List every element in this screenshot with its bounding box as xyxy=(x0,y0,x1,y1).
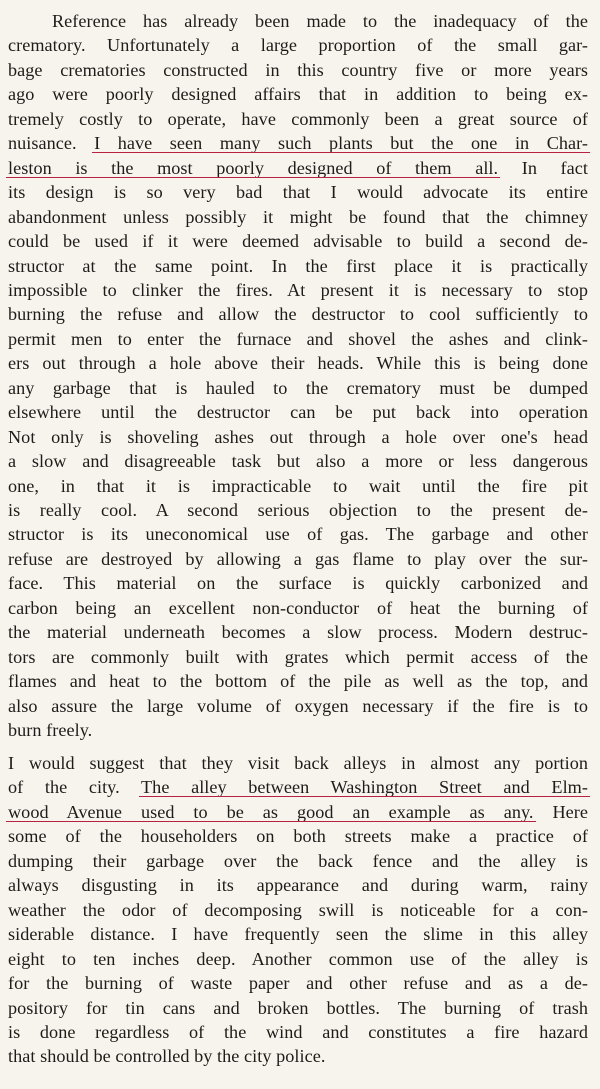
paragraph-2-line: always disgusting in its appearance and during warm, rainy xyxy=(8,875,588,895)
paragraph-2-line: some of the householders on both streets make a practice of xyxy=(8,826,588,846)
paragraph-1-line: any garbage that is hauled to the crematory must be dumped xyxy=(8,378,588,398)
paragraph-2-line: wood Avenue used to be as good an example as any. Here xyxy=(8,802,588,822)
paragraph-2-line: pository for tin cans and broken bottles. The burning of trash xyxy=(8,998,588,1018)
paragraph-1-line: abandonment unless possibly it might be found that the chimney xyxy=(8,207,588,227)
paragraph-1-line: the material underneath becomes a slow process. Modern destruc- xyxy=(8,622,588,642)
paragraph-1-line: Reference has already been made to the inadequacy of the xyxy=(52,11,588,31)
paragraph-1-line: nuisance. I have seen many such plants but the one in Char- xyxy=(8,133,588,153)
paragraph-2-line: is done regardless of the wind and constitutes a fire hazard xyxy=(8,1022,588,1042)
paragraph-1-line: carbon being an excellent non-conductor of heat the burning of xyxy=(8,598,588,618)
paragraph-1-line: tors are commonly built with grates which permit access of the xyxy=(8,647,588,667)
paragraph-2-line: siderable distance. I have frequently seen the slime in this alley xyxy=(8,924,588,944)
paragraph-1-line: face. This material on the surface is quickly carbonized and xyxy=(8,573,588,593)
highlight-underline xyxy=(6,821,536,822)
highlight-underline xyxy=(139,796,590,797)
paragraph-2-line: of the city. The alley between Washington Street and Elm- xyxy=(8,777,588,797)
paragraph-1-line: flames and heat to the bottom of the pile as well as the top, and xyxy=(8,671,588,691)
paragraph-2-line: I would suggest that they visit back alleys in almost any portion xyxy=(8,753,588,773)
paragraph-1-line: a slow and disagreeable task but also a more or less dangerous xyxy=(8,451,588,471)
paragraph-2-line: dumping their garbage over the back fence and the alley is xyxy=(8,851,588,871)
paragraph-1-line: could be used if it were deemed advisable to build a second de- xyxy=(8,231,588,251)
paragraph-2-line: for the burning of waste paper and other refuse and as a de- xyxy=(8,973,588,993)
paragraph-1-line: ers out through a hole above their heads. While this is being done xyxy=(8,353,588,373)
paragraph-1-line: tremely costly to operate, have commonly been a great source of xyxy=(8,109,588,129)
paragraph-1-line: bage crematories constructed in this country five or more years xyxy=(8,60,588,80)
paragraph-1-line: structor at the same point. In the first place it is practically xyxy=(8,256,588,276)
paragraph-1-line: structor is its uneconomical use of gas. The garbage and other xyxy=(8,524,588,544)
paragraph-2-line: that should be controlled by the city police. xyxy=(8,1046,326,1066)
paragraph-2-line: weather the odor of decomposing swill is noticeable for a con- xyxy=(8,900,588,920)
paragraph-1-line: also assure the large volume of oxygen necessary if the fire is to xyxy=(8,696,588,716)
paragraph-1-line: its design is so very bad that I would advocate its entire xyxy=(8,182,588,202)
highlight-underline xyxy=(6,177,500,178)
paragraph-1-line: refuse are destroyed by allowing a gas flame to play over the sur- xyxy=(8,549,588,569)
paragraph-1-line: burning the refuse and allow the destructor to cool sufficiently to xyxy=(8,304,588,324)
paragraph-1-line: elsewhere until the destructor can be put back into operation xyxy=(8,402,588,422)
highlight-underline xyxy=(92,152,590,153)
paragraph-1-line: permit men to enter the furnace and shovel the ashes and clink- xyxy=(8,329,588,349)
paragraph-1-line: ago were poorly designed affairs that in addition to being ex- xyxy=(8,84,588,104)
paragraph-1-line: one, in that it is impracticable to wait until the fire pit xyxy=(8,476,588,496)
paragraph-1-line: leston is the most poorly designed of them all. In fact xyxy=(8,158,588,178)
paragraph-2-line: eight to ten inches deep. Another common use of the alley is xyxy=(8,949,588,969)
paragraph-1-line: Not only is shoveling ashes out through a hole over one's head xyxy=(8,427,588,447)
paragraph-1-line: burn freely. xyxy=(8,720,93,740)
paragraph-1-line: impossible to clinker the fires. At present it is necessary to stop xyxy=(8,280,588,300)
paragraph-1-line: is really cool. A second serious objection to the present de- xyxy=(8,500,588,520)
paragraph-1-line: crematory. Unfortunately a large proportion of the small gar- xyxy=(8,35,588,55)
